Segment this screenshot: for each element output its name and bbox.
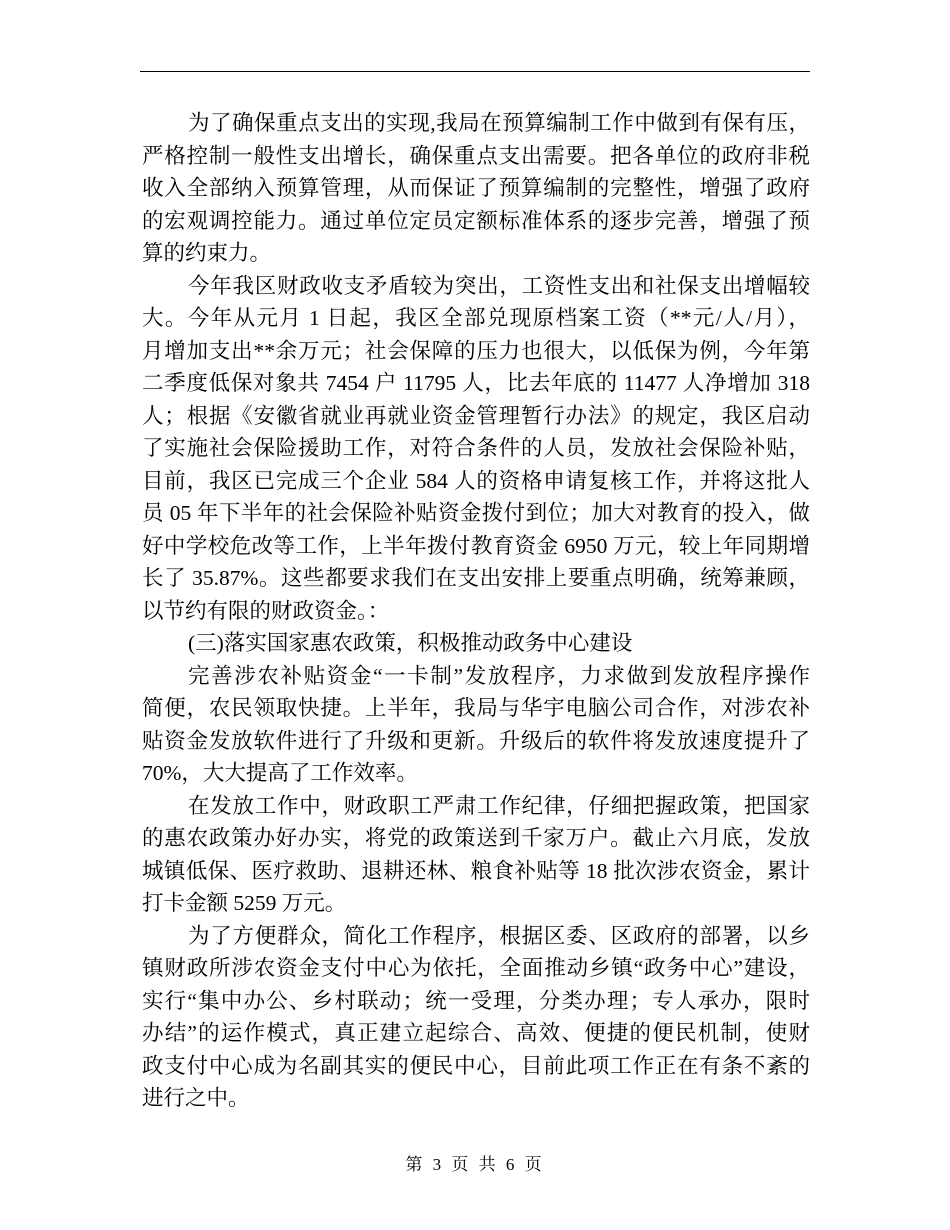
section-heading: (三)落实国家惠农政策，积极推动政务中心建设 [188,631,633,655]
text-line: 打卡金额 5259 万元。 [142,891,347,915]
text-line: 了实施社会保险援助工作，对符合条件的人员，发放社会保险补贴， [142,436,810,460]
text-line: 70%，大大提高了工作效率。 [142,761,418,785]
text-line: 目前，我区已完成三个企业 584 人的资格申请复核工作，并将这批人 [142,468,810,493]
text-line: 在发放工作中，财政职工严肃工作纪律，仔细把握政策，把国家 [188,793,810,818]
text-line: 以节约有限的财政资金。： [142,598,390,623]
text-line: 好中学校危改等工作，上半年拨付教育资金 6950 万元，较上年同期增 [142,533,810,558]
text-line: 月增加支出**余万元；社会保障的压力也很大，以低保为例，今年第 [142,338,810,363]
paragraph [142,270,810,628]
text-line: 二季度低保对象共 7454 户 11795 人，比去年底的 11477 人净增加 318 [142,371,810,395]
text-line: 城镇低保、医疗救助、退耕还林、粮食补贴等 18 批次涉农资金，累计 [142,858,810,883]
text-line: 员 05 年下半年的社会保险补贴资金拨付到位；加大对教育的投入，做 [142,501,810,525]
text-line: 贴资金发放软件进行了升级和更新。升级后的软件将发放速度提升了 [142,728,810,753]
text-line: 的宏观调控能力。通过单位定员定额标准体系的逐步完善，增强了预 [142,208,810,233]
text-line: 今年我区财政收支矛盾较为突出，工资性支出和社保支出增幅较 [188,273,810,298]
paragraph [142,107,810,270]
text-line: 严格控制一般性支出增长，确保重点支出需要。把各单位的政府非税 [142,143,810,168]
text-line: 大。今年从元月 1 日起，我区全部兑现原档案工资（**元/人/月）， [142,306,810,330]
page-number: 第 3 页 共 6 页 [405,1155,545,1174]
document-body [142,107,810,1115]
paragraph [142,660,810,790]
text-line: 进行之中。 [142,1086,250,1110]
text-line: 为了方便群众，简化工作程序，根据区委、区政府的部署，以乡 [188,923,810,948]
text-line: 简便，农民领取快捷。上半年，我局与华宇电脑公司合作，对涉农补 [142,696,810,720]
paragraph [142,920,810,1115]
header-rule [140,71,810,72]
text-line: 算的约束力。 [142,241,272,265]
text-line: 实行“集中办公、乡村联动；统一受理，分类办理；专人承办，限时 [142,988,810,1013]
text-line: 完善涉农补贴资金“一卡制”发放程序，力求做到发放程序操作 [188,663,810,688]
text-line: 政支付中心成为名副其实的便民中心，目前此项工作正在有条不紊的 [142,1053,810,1078]
paragraph [142,790,810,920]
text-line: 办结”的运作模式，真正建立起综合、高效、便捷的便民机制，使财 [142,1021,810,1045]
text-line: 的惠农政策办好办实，将党的政策送到千家万户。截止六月底，发放 [142,826,810,850]
text-line: 为了确保重点支出的实现,我局在预算编制工作中做到有保有压， [188,111,810,135]
text-line: 镇财政所涉农资金支付中心为依托，全面推动乡镇“政务中心”建设， [142,956,810,980]
text-line: 收入全部纳入预算管理，从而保证了预算编制的完整性，增强了政府 [142,176,810,200]
text-line: 人；根据《安徽省就业再就业资金管理暂行办法》的规定，我区启动 [142,403,810,428]
text-line: 长了 35.87%。这些都要求我们在支出安排上要重点明确，统筹兼顾， [142,566,810,590]
